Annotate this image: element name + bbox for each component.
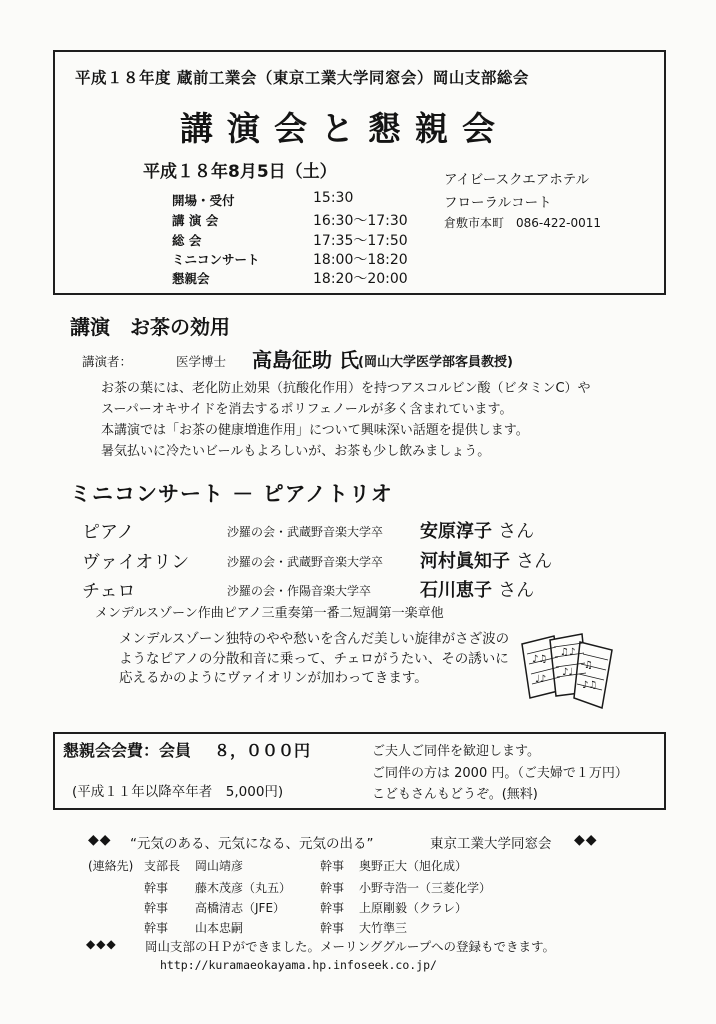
homepage-url-link[interactable]: http://kuramaeokayama.hp.infoseek.co.jp/	[160, 958, 437, 972]
svg-text:♪♫: ♪♫	[582, 680, 598, 691]
contact-name: 小野寺浩一（三菱化学）	[359, 881, 492, 895]
contact-role: 幹事	[144, 901, 169, 915]
lecture-text-line: お茶の葉には、老化防止効果（抗酸化作用）を持つアスコルビン酸（ビタミンC）や	[101, 381, 591, 396]
lecture-text-line: 本講演では「お茶の健康増進作用」について興味深い話題を提供します。	[101, 423, 529, 438]
contact-name: 奥野正大（旭化成）	[359, 859, 468, 873]
performer-affiliation: 沙羅の会・武蔵野音楽大学卒	[227, 525, 384, 539]
lecturer-prefix: 講演者：	[82, 354, 133, 369]
fee-note: ご夫人ご同伴を歓迎します。	[372, 744, 540, 759]
performer-affiliation: 沙羅の会・作陽音楽大学卒	[227, 584, 372, 598]
event-subtitle: 平成１８年度 蔵前工業会（東京工業大学同窓会）岡山支部総会	[75, 69, 529, 87]
contact-role: 幹事	[144, 921, 169, 935]
concert-text-line: 応えるかのようにヴァイオリンが加わってきます。	[119, 670, 428, 686]
fee-amount: ８，０００円	[214, 741, 311, 760]
schedule-label: 開場・受付	[172, 193, 235, 208]
lecturer-name: 高島征助 氏	[252, 348, 359, 372]
contact-role: 幹事	[320, 859, 345, 873]
svg-text:♪♫: ♪♫	[532, 654, 548, 665]
lecture-text-line: 暑気払いに冷たいビールもよろしいが、お茶も少し飲みましょう。	[101, 444, 491, 459]
schedule-time: 15:30	[313, 190, 354, 206]
homepage-note: 岡山支部のＨＰができました。メーリンググループへの登録もできます。	[145, 939, 556, 954]
contact-role: 支部長	[144, 859, 181, 873]
svg-text:♫: ♫	[584, 660, 593, 671]
schedule-label: 講 演 会	[172, 213, 219, 228]
contact-role: 幹事	[320, 921, 345, 935]
contact-name: 高橋清志（JFE）	[195, 901, 286, 915]
lecture-text-line: スーパーオキサイドを消去するポリフェノールが多く含まれています。	[101, 402, 513, 417]
performer-name: 石川恵子 さん	[420, 580, 535, 601]
fee-alumni-rate: (平成１１年以降卒年者 5,000円)	[72, 784, 284, 800]
lecture-heading: 講演 お茶の効用	[70, 315, 230, 339]
schedule-label: ミニコンサート	[172, 252, 260, 267]
lecturer-affiliation: (岡山大学医学部客員教授)	[358, 355, 513, 370]
diamond-icon: ◆◆◆	[86, 937, 117, 951]
fee-note: こどもさんもどうぞ。(無料)	[372, 787, 538, 802]
fee-label: 懇親会会費：会員	[63, 741, 192, 760]
performer-instrument: チェロ	[82, 581, 136, 602]
fee-note: ご同伴の方は 2000 円。（ご夫婦で１万円）	[372, 766, 628, 781]
concert-text-line: ようなピアノの分散和音に乗って、チェロがうたい、その誘いに	[119, 651, 509, 667]
diamond-icon: ◆◆	[88, 832, 112, 848]
contact-name: 藤木茂彦（丸五）	[195, 881, 292, 895]
diamond-icon: ◆◆	[574, 832, 598, 848]
contact-name: 岡山靖彦	[195, 859, 244, 873]
alumni-association: 東京工業大学同窓会	[430, 836, 552, 852]
schedule-label: 総 会	[172, 233, 202, 248]
svg-text:♪♩: ♪♩	[562, 667, 574, 678]
concert-heading: ミニコンサート － ピアノトリオ	[70, 482, 393, 506]
slogan: “元気のある、元気になる、元気の出る”	[130, 836, 374, 852]
contact-name: 山本忠嗣	[195, 921, 244, 935]
contact-label: (連絡先)	[88, 859, 134, 873]
svg-text:♩♪: ♩♪	[535, 674, 547, 685]
performer-name: 河村眞知子 さん	[420, 551, 553, 572]
schedule-time: 16:30～17:30	[313, 213, 408, 229]
contact-role: 幹事	[144, 881, 169, 895]
svg-text:♫♪: ♫♪	[560, 647, 576, 658]
venue-room: フローラルコート	[444, 195, 552, 211]
concert-text-line: メンデルスゾーン独特のやや愁いを含んだ美しい旋律がさざ波の	[119, 631, 510, 647]
lecturer-title: 医学博士	[176, 354, 227, 369]
event-title: 講演会と懇親会	[180, 109, 509, 148]
schedule-label: 懇親会	[172, 271, 210, 286]
music-sheets-icon	[518, 632, 622, 712]
performer-instrument: ピアノ	[82, 522, 135, 543]
contact-name: 大竹準三	[359, 921, 408, 935]
schedule-time: 17:35～17:50	[313, 233, 408, 249]
schedule-time: 18:20～20:00	[313, 271, 408, 287]
performer-affiliation: 沙羅の会・武蔵野音楽大学卒	[227, 555, 384, 569]
schedule-time: 18:00～18:20	[313, 252, 408, 268]
performer-instrument: ヴァイオリン	[82, 552, 190, 573]
event-date: 平成１８年8月5日（土）	[143, 162, 337, 182]
contact-role: 幹事	[320, 881, 345, 895]
contact-name: 上原剛毅（クラレ）	[359, 901, 468, 915]
performer-name: 安原淳子 さん	[420, 521, 535, 542]
concert-piece: メンデルスゾーン作曲ピアノ三重奏第一番二短調第一楽章他	[95, 606, 444, 621]
contact-role: 幹事	[320, 901, 345, 915]
venue-name: アイビースクエアホテル	[444, 172, 590, 188]
venue-address: 倉敷市本町 086-422-0011	[444, 216, 602, 230]
